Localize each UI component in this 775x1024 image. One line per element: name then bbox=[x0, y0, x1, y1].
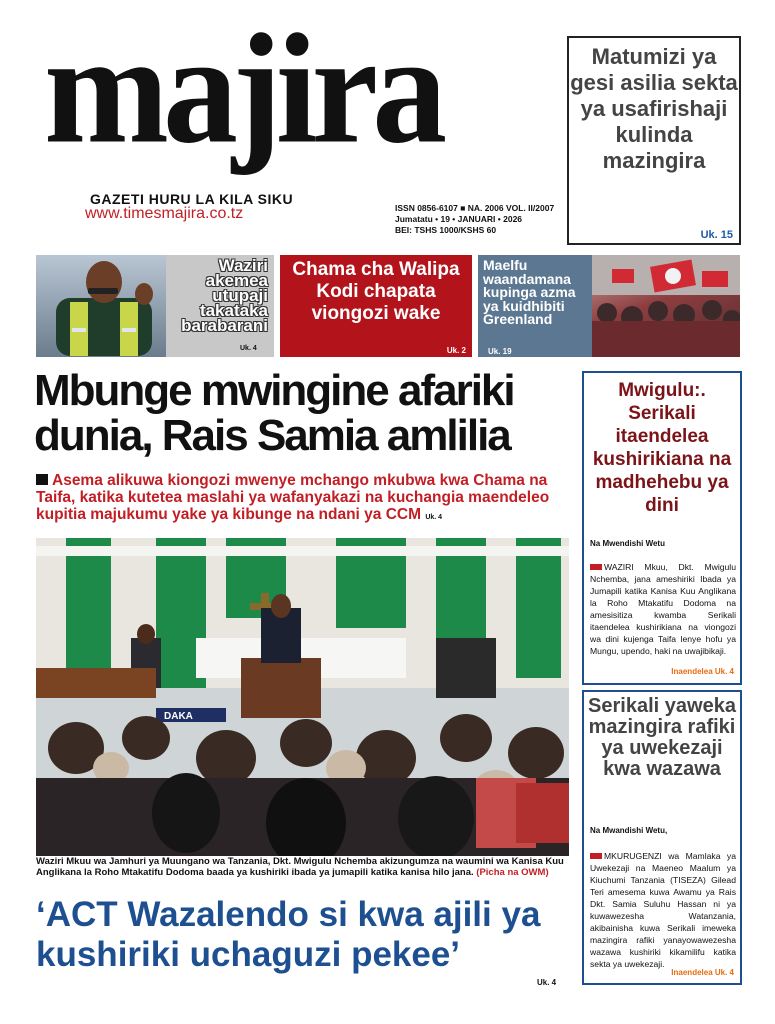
main-deck bbox=[36, 472, 571, 526]
issn-line: ISSN 0856-6107 ■ NA. 2006 VOL. II/2007 bbox=[395, 203, 555, 213]
masthead-website[interactable]: www.timesmajira.co.tz bbox=[85, 205, 244, 222]
strip-item-2-page: Uk. 2 bbox=[446, 346, 466, 355]
story-2-body bbox=[590, 850, 736, 970]
teaser-title: Matumizi ya gesi asilia sekta ya usafirishaji kulinda mazingira bbox=[570, 44, 738, 173]
strip-item-1-page: Uk. 4 bbox=[240, 345, 257, 352]
date-line: Jumatatu • 19 • JANUARI • 2026 bbox=[395, 214, 523, 224]
masthead-logo: majira bbox=[44, 1, 442, 177]
act-page-ref: Uk. 4 bbox=[537, 978, 557, 987]
act-headline[interactable]: ‘ACT Wazalendo si kwa ajili ya kushiriki uchaguzi pekee’ bbox=[36, 895, 541, 974]
deck-text: Asema alikuwa kiongozi mwenye mchango mkubwa kwa Chama na Taifa, katika kutetea maslahi ya wafanyakazi na kuchangia maendeleo kupitia majukumu yake ya kibunge na ndani ya CCM bbox=[36, 472, 550, 523]
strip-item-2-text: Chama cha Walipa Kodi chapata viongozi wake bbox=[292, 259, 460, 324]
price-line: BEI: TSHS 1000/KSHS 60 bbox=[395, 225, 497, 235]
story-2-byline: Na Mwandishi Wetu, bbox=[590, 826, 668, 835]
church-service-photo bbox=[36, 538, 569, 856]
strip-item-1-text: Waziri akemea utupaji takataka barabarani bbox=[181, 256, 268, 335]
bullet-square-icon bbox=[36, 474, 48, 485]
story-1-title: Mwigulu:. Serikali itaendelea kushirikiana na madhehebu ya dini bbox=[592, 380, 732, 516]
strip-item-3-text: Maelfu waandamana kupinga azma ya kuidhibiti Greenland bbox=[483, 257, 576, 327]
minister-figure bbox=[48, 258, 160, 356]
protest-crowd-graphic bbox=[592, 255, 740, 357]
story-2-body-text: MKURUGENZI wa Mamlaka ya Uwekezaji na Maeneo Maalum ya Kiuchumi Tanzania (TISEZA) Gilead Teri amesema kuwa Awamu ya Rais Dkt. Samia Suluhu Hassan ni ya kuwawezesha Watanzania, akibainisha kuwa Serikali imeweka mazingira rafiki yanayowawezesha wazawa kushiriki kikamilifu katika sekta ya uwekezaji. bbox=[590, 851, 736, 969]
story-mwigulu[interactable] bbox=[582, 371, 742, 685]
main-headline[interactable]: Mbunge mwingine afariki dunia, Rais Samia amlilia bbox=[34, 366, 514, 460]
story-2-continue[interactable]: Inaendelea Uk. 4 bbox=[671, 968, 734, 977]
story-investment[interactable] bbox=[582, 690, 742, 985]
story-1-body bbox=[590, 561, 736, 657]
masthead-issue-info bbox=[395, 203, 554, 236]
photo-caption bbox=[36, 856, 569, 878]
greenland-protest-photo bbox=[592, 255, 740, 357]
photo-credit: (Picha na OWM) bbox=[476, 867, 549, 878]
strip-item-taxpayers[interactable] bbox=[280, 255, 472, 357]
masthead-tagline: GAZETI HURU LA KILA SIKU bbox=[90, 191, 294, 207]
strip-item-3-page: Uk. 19 bbox=[488, 347, 512, 356]
story-1-body-text: WAZIRI Mkuu, Dkt. Mwigulu Nchemba, jana ameshiriki Ibada ya Jumapili katika Kanisa Kuu Anglikana la Roho Mtakatifu Dodoma na amesisitiza kwamba Serikali itaendelea kushirikiana na viongozi wa dini kujenga Taifa lenye hofu ya Mungu, upendo, haki na uwajibikaji. bbox=[590, 562, 736, 656]
story-1-continue[interactable]: Inaendelea Uk. 4 bbox=[671, 667, 734, 676]
bullet-square-icon bbox=[590, 564, 602, 570]
story-2-title: Serikali yaweka mazingira rafiki ya uwekezaji kwa wazawa bbox=[588, 695, 736, 780]
church-scene-graphic bbox=[36, 538, 569, 856]
caption-text: Waziri Mkuu wa Jamhuri ya Muungano wa Tanzania, Dkt. Mwigulu Nchemba akizungumza na waumini wa Kanisa Kuu Anglikana la Roho Mtakatifu Dodoma baada ya kushiriki ibada ya jumapili katika kanisa hilo jana. bbox=[36, 856, 564, 878]
deck-page-ref: Uk. 4 bbox=[425, 514, 443, 521]
strip-item-greenland[interactable] bbox=[478, 255, 740, 357]
story-1-byline: Na Mwendishi Wetu bbox=[590, 539, 665, 548]
bullet-square-icon bbox=[590, 853, 602, 859]
banner-text: DAKA bbox=[164, 711, 193, 722]
teaser-page-ref: Uk. 15 bbox=[700, 229, 733, 241]
teaser-box-gas[interactable] bbox=[567, 36, 741, 245]
